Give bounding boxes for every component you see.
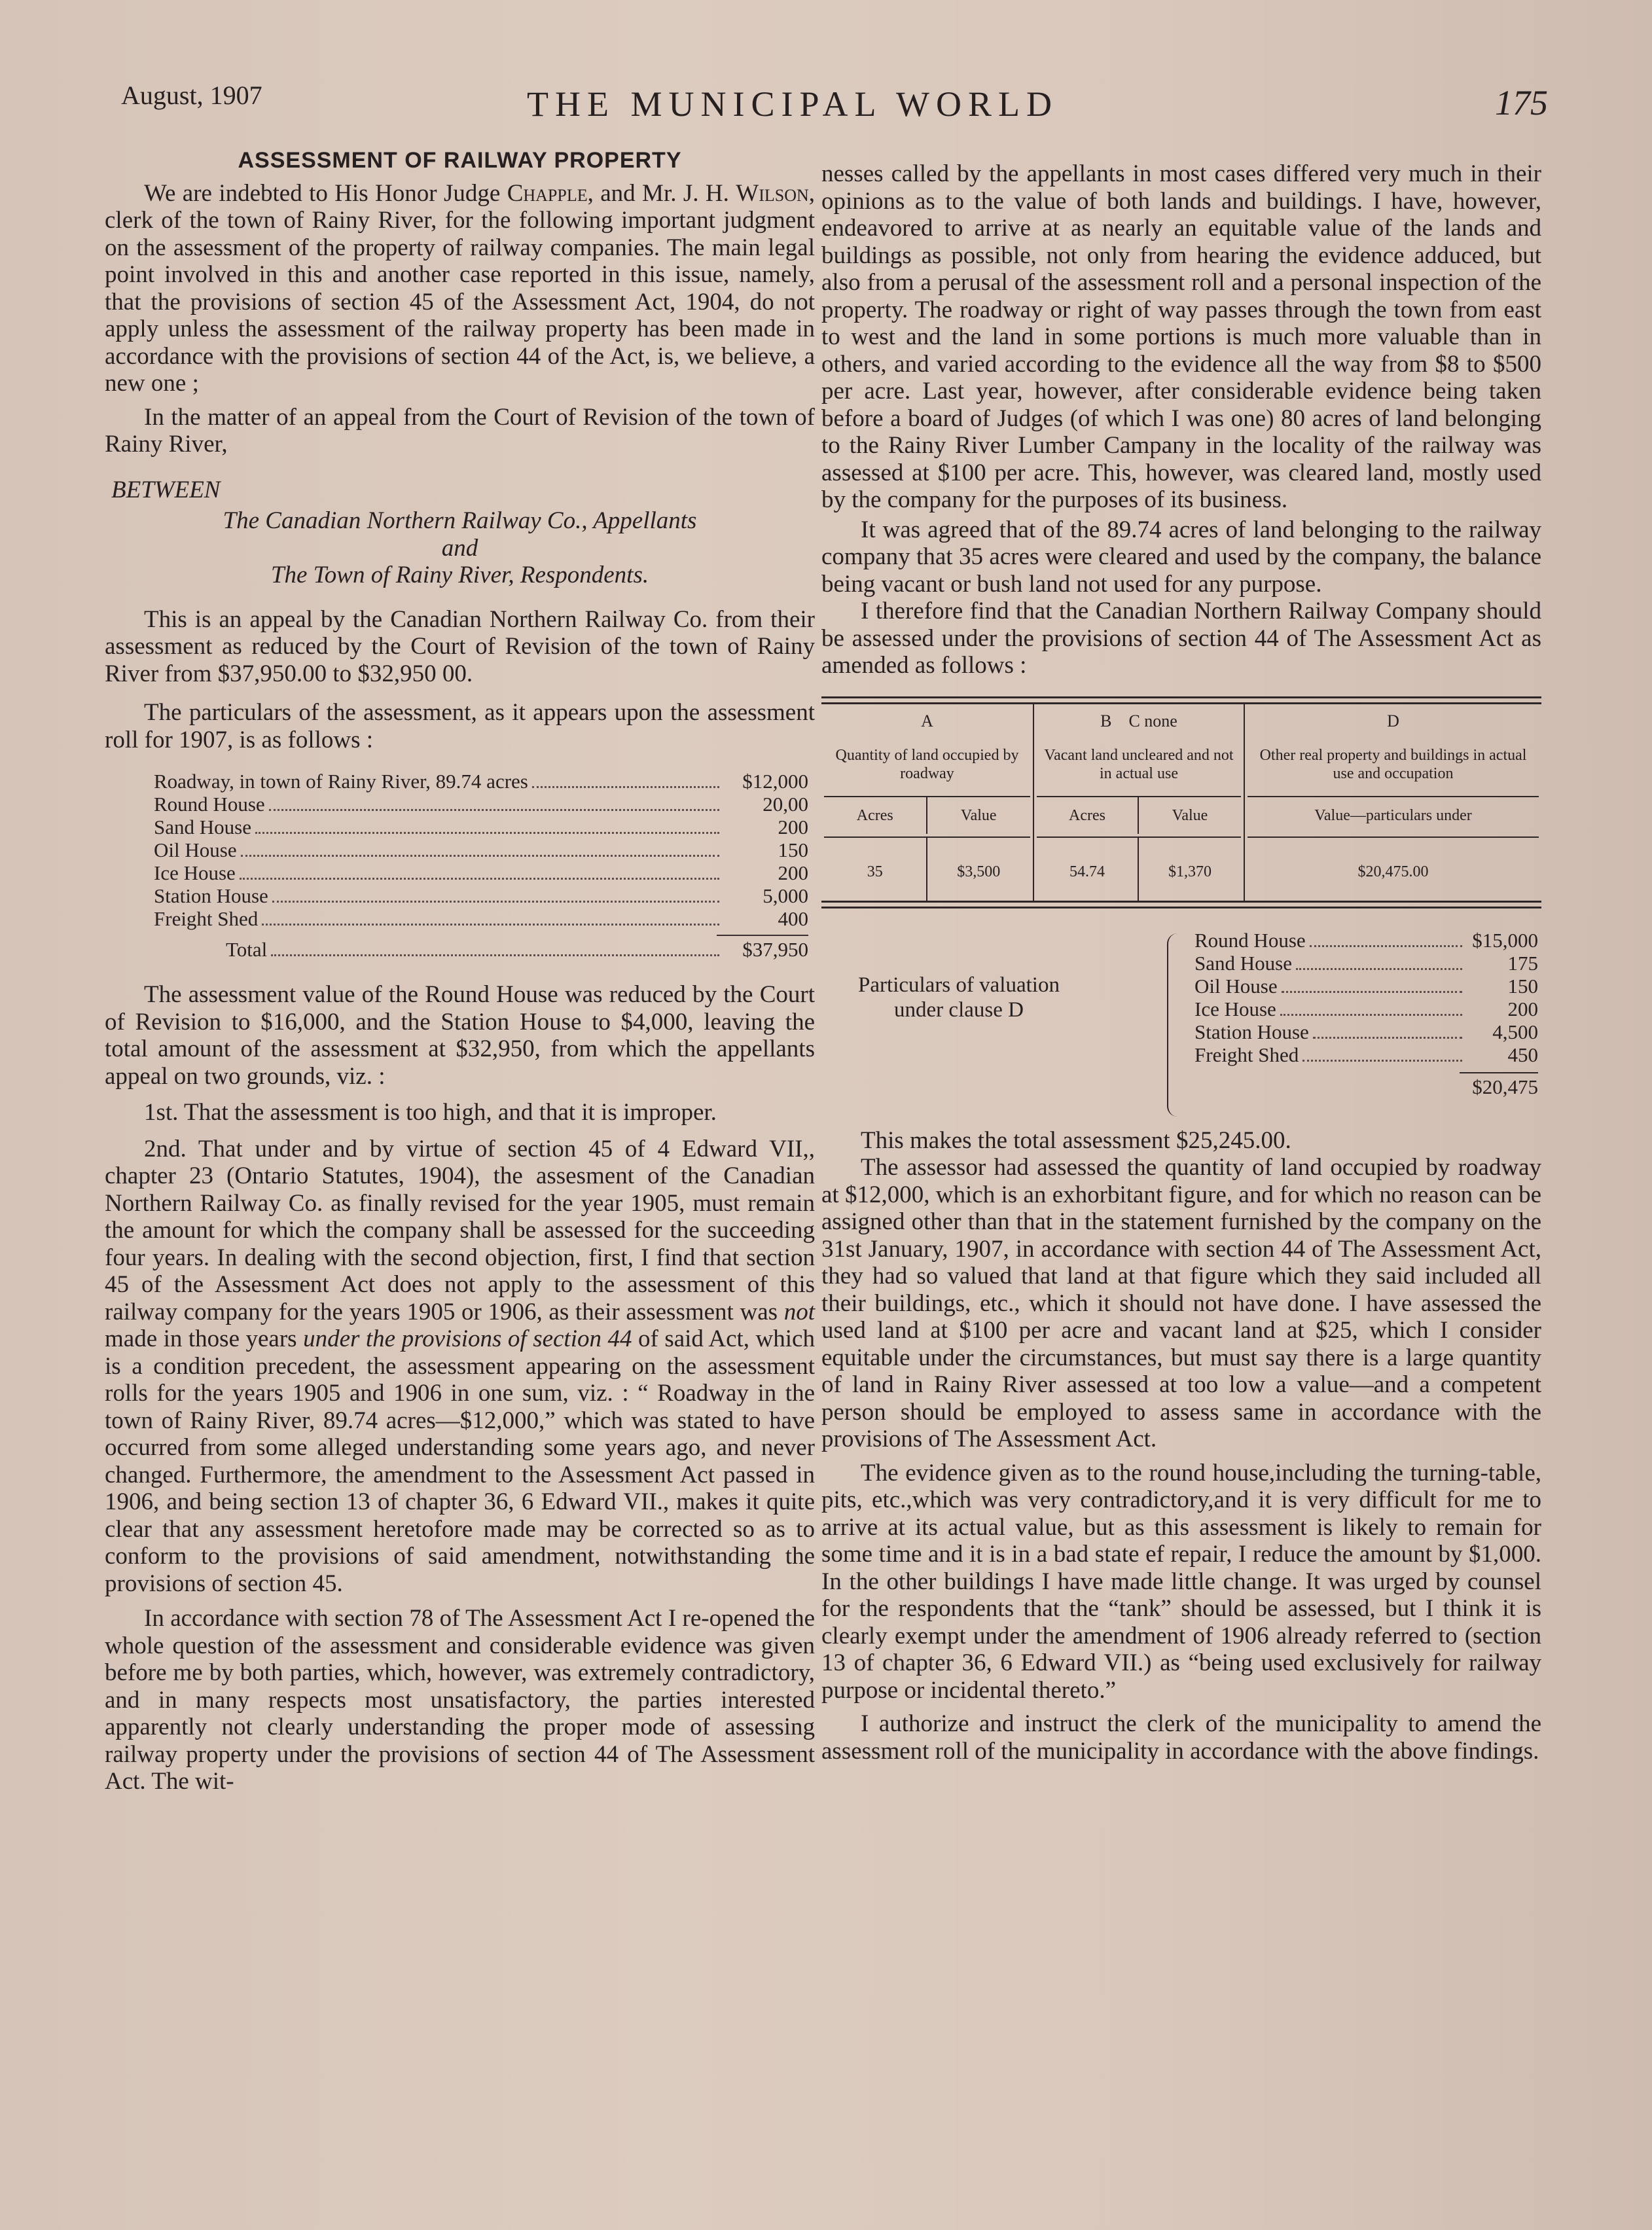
appellant-line: The Canadian Northern Railway Co., Appellants xyxy=(223,507,697,534)
clause-d-total: $20,475 xyxy=(1472,1075,1538,1098)
list-item: Ice House 200 xyxy=(154,861,808,884)
assessor-paragraph: The assessor had assessed the quantity of land occupied by roadway at $12,000, which is an exhorbitant figure, and for which no reason can be assigned other than that in the statement furnished by the company on the 31st January, 1907, in accordance with section 44 of The Assessment Act, they had so valued that land at that figure which they said included all their buildings, etc., which it should not have done. I have assessed the used land at $100 per acre and vacant land at $25, which I consider equitable under the circumstances, but must say there is a large quantity of land in Rainy River assessed at too low a value—and a competent person should be employed to assess same in accordance with the provisions of The Assessment Act. xyxy=(821,1154,1541,1452)
list-item: Station House 5,000 xyxy=(154,884,808,907)
list-item: Freight Shed 450 xyxy=(1194,1043,1538,1066)
page-number: 175 xyxy=(1495,83,1548,122)
article-title: ASSESSMENT OF RAILWAY PROPERTY xyxy=(238,148,682,173)
between-heading: BETWEEN xyxy=(111,476,221,503)
issue-date: August, 1907 xyxy=(121,81,262,110)
section78-paragraph: In accordance with section 78 of The Assessment Act I re-opened the whole question of the assessment and considerable evidence was given before me by both parties, which, however, was extremely contradictory, and in many respects most unsatisfactory, the parties interested apparently not clearly understanding the proper mode of assessing railway property under the provisions of section 44 of The Assessment Act. The wit- xyxy=(105,1605,815,1795)
list-item: Roadway, in town of Rainy River, 89.74 acres $12,000 xyxy=(154,770,808,793)
assessment-items-list xyxy=(154,770,808,962)
matter-paragraph: In the matter of an appeal from the Court of Revision of the town of Rainy River, xyxy=(105,403,815,458)
column-d: D Other real property and buildings in actual use and occupation Value—particulars under $20,475.00 xyxy=(1245,704,1541,901)
total-rule xyxy=(717,935,808,936)
total-row: Total $37,950 xyxy=(226,938,808,961)
ground-one: 1st. That the assessment is too high, and that it is improper. xyxy=(144,1099,717,1126)
list-item: Oil House 150 xyxy=(154,838,808,861)
witnesses-paragraph: nesses called by the appellants in most cases differed very much in their opinions as to the value of both lands and buildings. I have, however, endeavored to arrive at as nearly an equitable value of the lands and buildings as possible, not only from hearing the evidence adduced, but also from a perusal of the assessment roll and a personal inspection of the property. The roadway or right of way passes through the town from east to west and the land in some portions is much more valuable than in others, and varied according to the evidence all the way from $8 to $500 per acre. Last year, however, after considerable evidence being taken before a board of Judges (of which I was one) 80 acres of land belonging to the Rainy River Lumber Campany in the locality of the railway was assessed at $100 per acre. This, however, was cleared land, mostly used by the company for the purposes of its business. xyxy=(821,160,1541,513)
and-line: and xyxy=(441,534,478,562)
column-b: B C none Vacant land uncleared and not in actual use Acres Value 54.74 $1,370 xyxy=(1034,704,1245,901)
column-a: A Quantity of land occupied by roadway Acres Value 35 $3,500 xyxy=(821,704,1034,901)
reduced-paragraph: The assessment value of the Round House was reduced by the Court of Revision to $16,000, and the Station House to $4,000, leaving the total amount of the assessment at $32,950, from which the appellants appeal on two grounds, viz. : xyxy=(105,981,815,1090)
assessment-table xyxy=(821,696,1541,908)
list-item: Oil House 150 xyxy=(1194,974,1538,998)
authorize-paragraph: I authorize and instruct the clerk of the municipality to amend the assessment roll of the municipality in accordance with the above findings. xyxy=(821,1710,1541,1765)
round-house-paragraph: The evidence given as to the round house,including the turning-table, pits, etc.,which was very contradictory,and it is very difficult for me to arrive at its actual value, but as this assessment is likely to remain for some time and it is in a bad state ef repair, I reduce the amount by $1,000. In the other buildings I have made little change. It was urged by counsel for the respondents that the “tank” should be assessed, but I think it is clearly exempt under the amendment of 1906 already referred to (section 13 of chapter 36, 6 Edward VII.) as “being used exclusively for railway purpose or incidental thereto.” xyxy=(821,1459,1541,1704)
clause-d-particulars xyxy=(821,927,1541,1123)
particulars-intro: The particulars of the assessment, as it appears upon the assessment roll for 1907, is as follows : xyxy=(105,699,815,753)
list-item: Sand House 200 xyxy=(154,816,808,838)
ground-two: 2nd. That under and by virtue of section 45 of 4 Edward VII,, chapter 23 (Ontario Statutes, 1904), the assesment of the Canadian Northern Railway Co. as finally revised for the year 1905, must remain the amount for which the company shall be assessed for the succeeding four years. In dealing with the second objection, first, I find that section 45 of the Assessment Act does not apply to the assessment of this railway company for the years 1905 or 1906, as their assessment was not made in those years under the provisions of section 44 of said Act, which is a condition precedent, the assessment appearing on the assessment rolls for the years 1905 and 1906 in one sum, viz. : “ Roadway in the town of Rainy River, 89.74 acres—$12,000,” which was stated to have occurred from some alleged understanding some years ago, and never changed. Furthermore, the amendment to the Assessment Act passed in 1906, and being section 13 of chapter 36, 6 Edward VII., makes it quite clear that any assessment heretofore made may be corrected so as to conform to the provisions of said amendment, notwithstanding the provisions of section 45. xyxy=(105,1135,815,1597)
right-column xyxy=(821,160,1541,1765)
table-bottom-rule xyxy=(821,901,1541,908)
list-item: Freight Shed 400 xyxy=(154,907,808,930)
clerk-name: Wilson xyxy=(736,179,809,207)
clause-d-items xyxy=(1194,929,1538,1098)
judge-name: Chapple xyxy=(507,179,588,207)
table-top-rule xyxy=(821,696,1541,704)
publication-title: THE MUNICIPAL WORLD xyxy=(527,84,1059,124)
list-item: Sand House 175 xyxy=(1194,951,1538,975)
list-item: Ice House 200 xyxy=(1194,997,1538,1020)
appeal-paragraph: This is an appeal by the Canadian Northern Railway Co. from their assessment as reduced by the Court of Revision of the town of Rainy River from $37,950.00 to $32,950 00. xyxy=(105,605,815,687)
total-assessment: This makes the total assessment $25,245.00. xyxy=(861,1126,1291,1154)
particulars-label: Particulars of valuation under clause D xyxy=(858,973,1060,1022)
list-item: Station House 4,500 xyxy=(1194,1020,1538,1043)
agreed-paragraph: It was agreed that of the 89.74 acres of land belonging to the railway company that 35 acres were cleared and used by the company, the balance being vacant or bush land not used for any purpose. xyxy=(821,516,1541,598)
list-item: Round House 20,00 xyxy=(154,793,808,816)
brace xyxy=(1167,933,1179,1117)
list-item: Round House $15,000 xyxy=(1194,928,1538,952)
finding-paragraph: I therefore find that the Canadian Northern Railway Company should be assessed under the provisions of section 44 of The Assessment Act as amended as follows : xyxy=(821,598,1541,679)
left-column xyxy=(105,147,815,1795)
running-header xyxy=(121,77,1548,136)
intro-paragraph: We are indebted to His Honor Judge Chapple, and Mr. J. H. Wilson, clerk of the town of Rainy River, for the following important judgment on the assessment of the property of railway companies. The main legal point involved in this and another case reported in this issue, namely, that the provisions of section 45 of the Assessment Act, 1904, do not apply unless the assessment of the railway property has been made in accordance with the provisions of section 44 of the Act, is, we believe, a new one ; xyxy=(105,179,815,397)
respondent-line: The Town of Rainy River, Respondents. xyxy=(270,562,649,588)
